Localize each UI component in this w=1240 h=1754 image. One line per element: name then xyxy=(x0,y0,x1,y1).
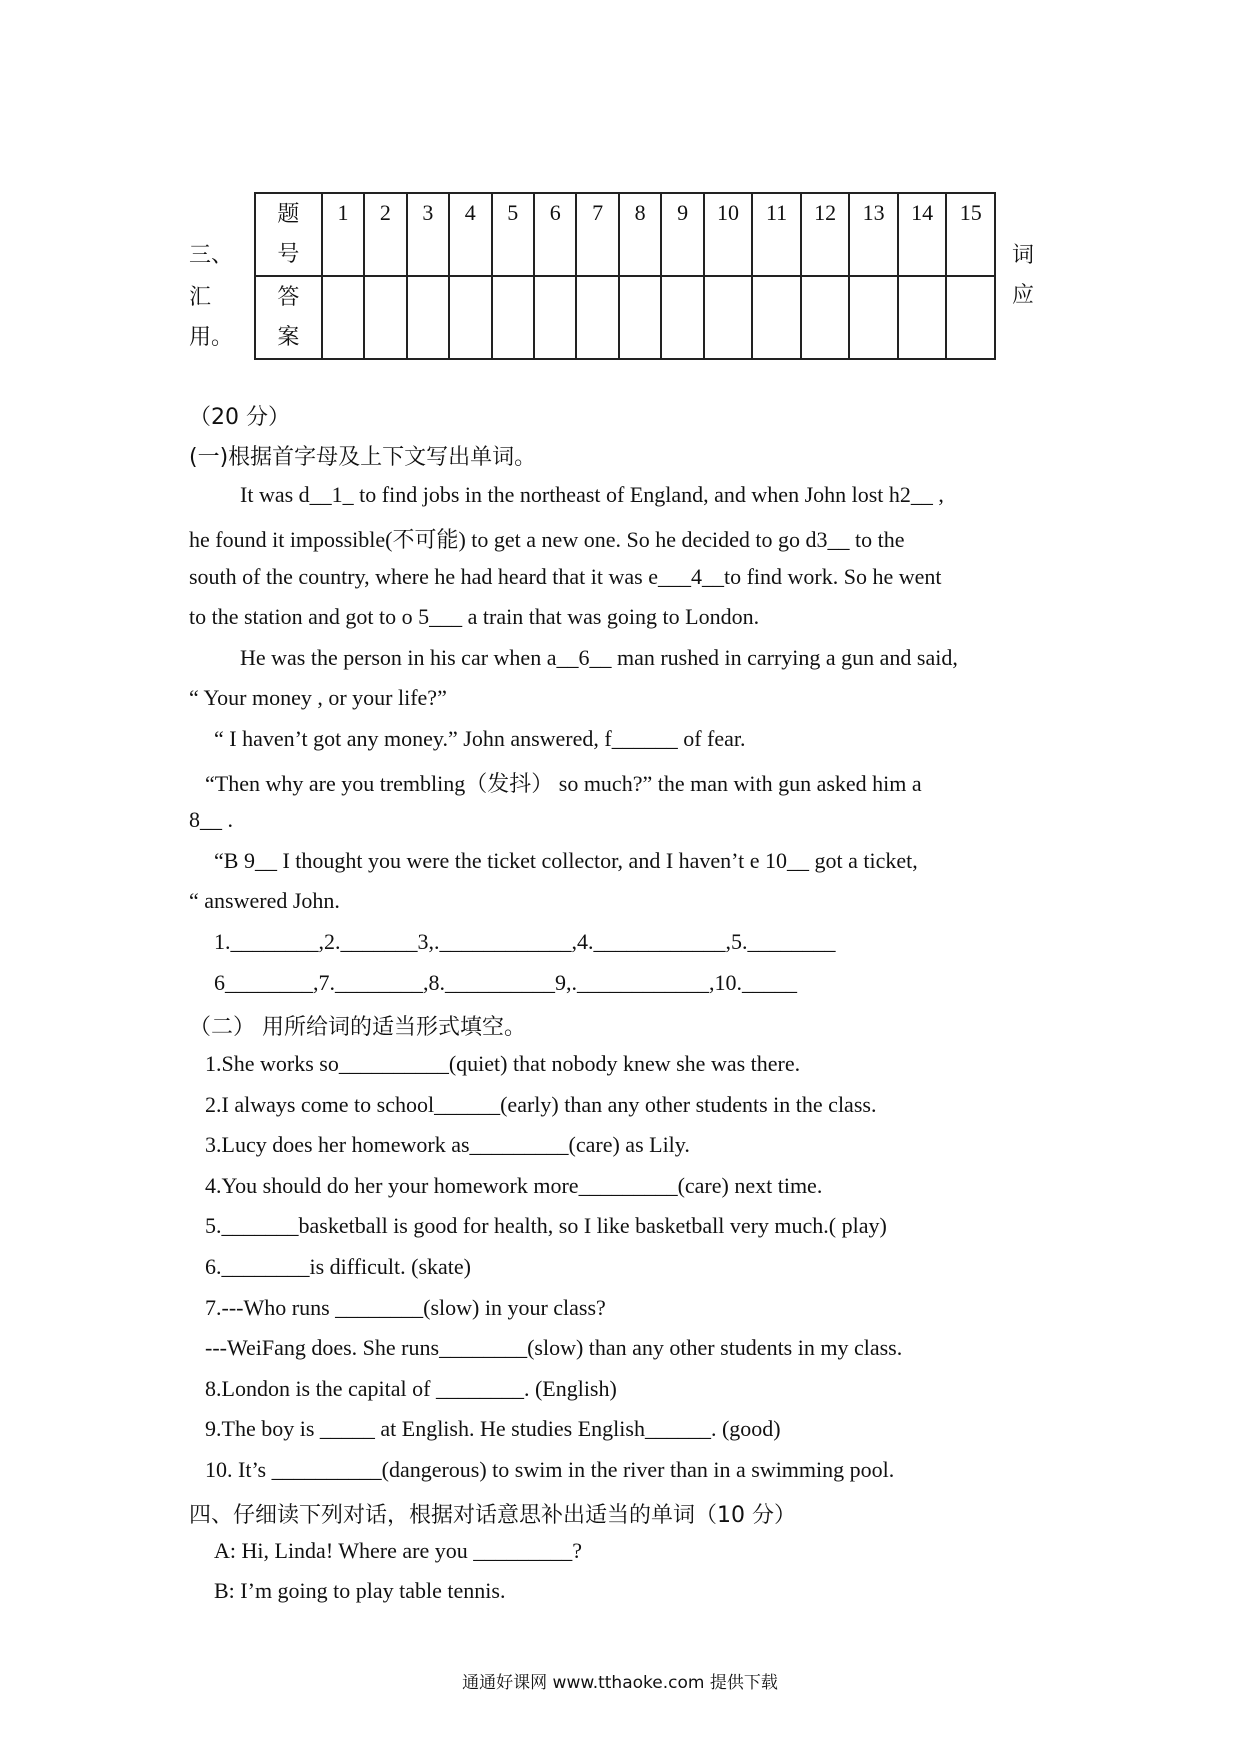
passage-line-11: “ answered John. xyxy=(189,888,340,913)
section3-label-right-2: 应 xyxy=(1012,283,1035,308)
answer-cell[interactable] xyxy=(407,276,449,359)
number-cell: 10 xyxy=(704,193,753,276)
part2-item-3: 3.Lucy does her homework as_________(care) as Lily. xyxy=(205,1132,690,1157)
number-cell: 4 xyxy=(449,193,491,276)
number-cell: 9 xyxy=(661,193,703,276)
passage-line-7: “ I haven’t got any money.” John answered, f______ of fear. xyxy=(214,726,746,751)
section3-label-right-1: 词 xyxy=(1012,243,1035,268)
number-cell: 11 xyxy=(752,193,801,276)
answer-cell[interactable] xyxy=(322,276,364,359)
row-header-answer: 答 案 xyxy=(255,276,322,359)
answer-cell[interactable] xyxy=(661,276,703,359)
number-cell: 5 xyxy=(492,193,534,276)
passage-line-8: “Then why are you trembling（发抖） so much?” the man with gun asked him a xyxy=(205,771,922,796)
answer-cell[interactable] xyxy=(849,276,898,359)
part2-item-9: 9.The boy is _____ at English. He studies English______. (good) xyxy=(205,1416,781,1441)
dialog-line-2: B: I’m going to play table tennis. xyxy=(214,1578,506,1603)
passage-line-10: “B 9__ I thought you were the ticket collector, and I haven’t e 10__ got a ticket, xyxy=(214,848,918,873)
answer-cell[interactable] xyxy=(364,276,406,359)
row-header-number: 题 号 xyxy=(255,193,322,276)
passage-line-9: 8__ . xyxy=(189,807,233,832)
answer-cell[interactable] xyxy=(801,276,850,359)
table-row-numbers xyxy=(255,193,995,276)
answer-line-2: 6________,7.________,8.__________9,.____________,10._____ xyxy=(214,970,797,995)
answer-table xyxy=(254,192,996,360)
part2-item-2: 2.I always come to school______(early) than any other students in the class. xyxy=(205,1092,877,1117)
part2-item-4: 4.You should do her your homework more_________(care) next time. xyxy=(205,1173,823,1198)
part2-item-7: 7.---Who runs ________(slow) in your class? xyxy=(205,1295,606,1320)
section3-label-3: 用。 xyxy=(189,325,234,350)
passage-line-2: he found it impossible(不可能) to get a new one. So he decided to go d3__ to the xyxy=(189,527,905,552)
answer-cell[interactable] xyxy=(704,276,753,359)
passage-line-4: to the station and got to o 5___ a train that was going to London. xyxy=(189,604,760,629)
answer-cell[interactable] xyxy=(898,276,947,359)
answer-cell[interactable] xyxy=(534,276,576,359)
answer-cell[interactable] xyxy=(946,276,995,359)
section3-score: （20 分） xyxy=(189,405,290,430)
number-cell: 1 xyxy=(322,193,364,276)
section3-label-2: 汇 xyxy=(189,285,212,310)
passage-line-3: south of the country, where he had heard that it was e___4__to find work. So he went xyxy=(189,564,942,589)
number-cell: 14 xyxy=(898,193,947,276)
number-cell: 7 xyxy=(576,193,618,276)
answer-cell[interactable] xyxy=(449,276,491,359)
part2-item-8: 8.London is the capital of ________. (English) xyxy=(205,1376,617,1401)
passage-line-1: It was d__1_ to find jobs in the northeast of England, and when John lost h2__ , xyxy=(240,482,944,507)
number-cell: 8 xyxy=(619,193,661,276)
answer-cell[interactable] xyxy=(492,276,534,359)
answer-cell[interactable] xyxy=(576,276,618,359)
part1-title: (一)根据首字母及上下文写出单词。 xyxy=(189,445,537,470)
section4-title: 四、仔细读下列对话，根据对话意思补出适当的单词（10 分） xyxy=(189,1503,796,1528)
page-footer: 通通好课网 www.tthaoke.com 提供下载 xyxy=(462,1673,778,1693)
section3-label-1: 三、 xyxy=(189,243,234,268)
part2-title: （二） 用所给词的适当形式填空。 xyxy=(189,1015,526,1040)
number-cell: 13 xyxy=(849,193,898,276)
dialog-line-1: A: Hi, Linda! Where are you _________? xyxy=(214,1538,582,1563)
answer-line-1: 1.________,2._______3,.____________,4.____________,5.________ xyxy=(214,929,836,954)
answer-cell[interactable] xyxy=(619,276,661,359)
number-cell: 15 xyxy=(946,193,995,276)
number-cell: 6 xyxy=(534,193,576,276)
number-cell: 12 xyxy=(801,193,850,276)
number-cell: 3 xyxy=(407,193,449,276)
part2-item-1: 1.She works so__________(quiet) that nobody knew she was there. xyxy=(205,1051,801,1076)
part2-item-6: 6.________is difficult. (skate) xyxy=(205,1254,471,1279)
passage-line-6: “ Your money , or your life?” xyxy=(189,685,447,710)
part2-item-5: 5._______basketball is good for health, so I like basketball very much.( play) xyxy=(205,1213,887,1238)
answer-cell[interactable] xyxy=(752,276,801,359)
part2-item-10: 10. It’s __________(dangerous) to swim in the river than in a swimming pool. xyxy=(205,1457,895,1482)
passage-line-5: He was the person in his car when a__6__ man rushed in carrying a gun and said, xyxy=(240,645,958,670)
table-row-answers xyxy=(255,276,995,359)
number-cell: 2 xyxy=(364,193,406,276)
part2-item-7b: ---WeiFang does. She runs________(slow) than any other students in my class. xyxy=(205,1335,903,1360)
